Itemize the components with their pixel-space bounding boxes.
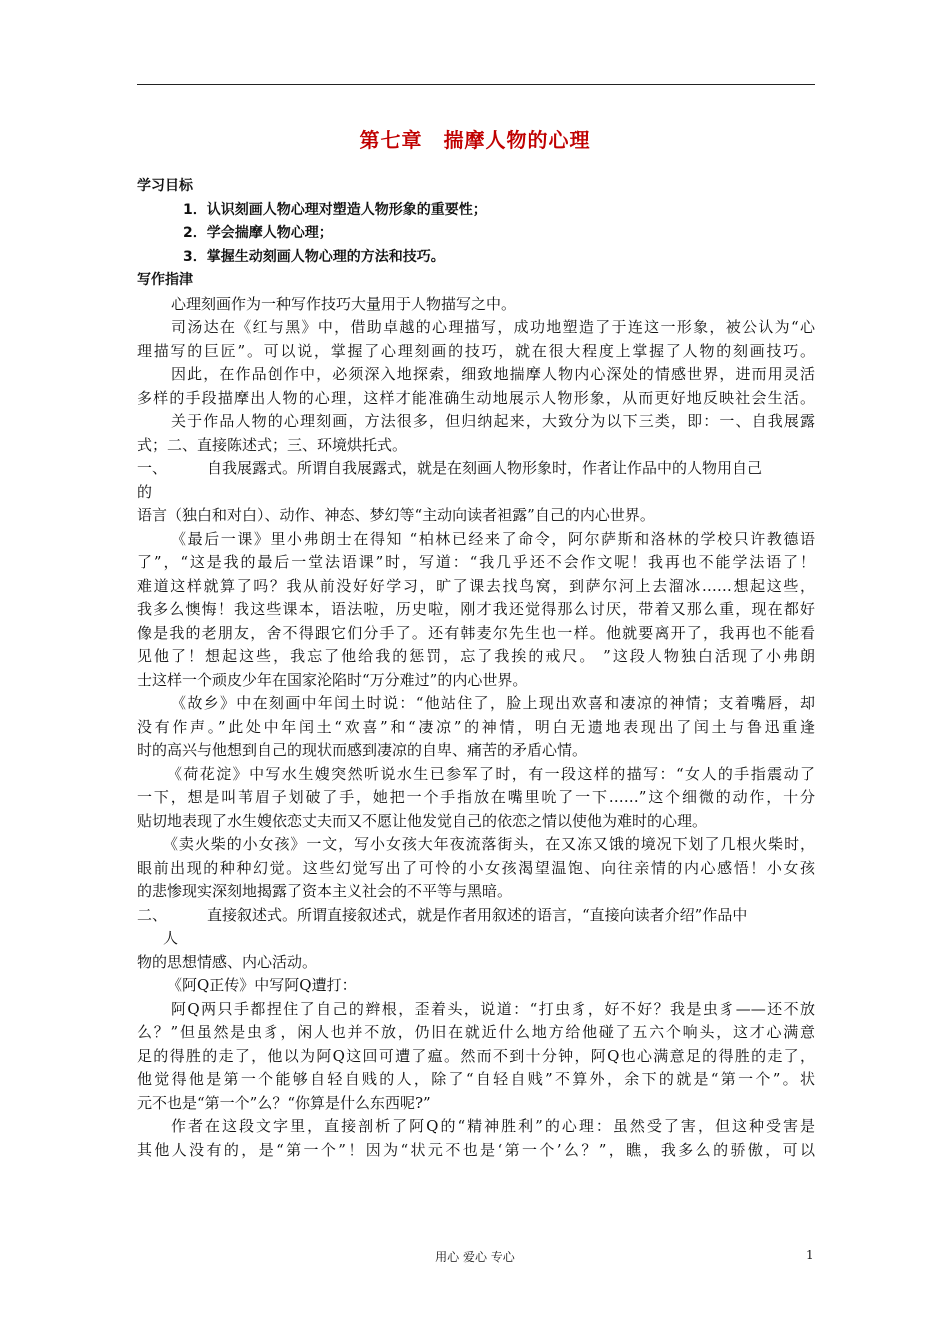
section-number: 一、 xyxy=(137,459,168,477)
goals-heading: 学习目标 xyxy=(137,178,193,194)
goal-item: 3．掌握生动刻画人物心理的方法和技巧。 xyxy=(183,248,445,265)
section-heading-text: 自我展露式。所谓自我展露式，就是在刻画人物形象时，作者让作品中的人物用自己 xyxy=(207,459,763,477)
paragraph-line: 难道这样就算了吗？我从前没好好学习，旷了课去找鸟窝，到萨尔河上去溜冰……想起这些， xyxy=(137,576,815,595)
section-heading-line xyxy=(137,904,815,928)
paragraph-line: 关于作品人物的心理刻画，方法很多，但归纳起来，大致分为以下三类，即：一、自我展露 xyxy=(171,412,815,430)
paragraph-line: 司汤达在《红与黑》中，借助卓越的心理描写，成功地塑造了于连这一形象，被公认为“心 xyxy=(171,318,815,336)
paragraph-line: 贴切地表现了水生嫂依恋丈夫而又不愿让他发觉自己的依恋之情以使他为难时的心理。 xyxy=(137,811,708,830)
page-footer xyxy=(0,1248,950,1268)
guide-heading: 写作指津 xyxy=(137,272,193,288)
paragraph-line: 《故乡》中在刻画中年闰土时说：“他站住了，脸上现出欢喜和凄凉的神情；支着嘴唇，却 xyxy=(171,694,815,712)
paragraph-line: 多样的手段描摩出人物的心理，这样才能准确生动地展示人物形象，从而更好地反映社会生活。 xyxy=(137,388,815,407)
paragraph-line: 时的高兴与他想到自己的现状而感到凄凉的自卑、痛苦的矛盾心情。 xyxy=(137,741,588,759)
document-body xyxy=(137,175,815,1162)
paragraph-line: 《最后一课》里小弗朗士在得知 “柏林已经来了命令，阿尔萨斯和洛林的学校只许教德语 xyxy=(171,529,815,548)
paragraph-line: 了”，“这是我的最后一堂法语课”时，写道：“我几乎还不会作文呢！我再也不能学法语了！ xyxy=(137,553,815,571)
paragraph-line: 《卖火柴的小女孩》一文，写小女孩大年夜流落街头，在又冻又饿的境况下划了几根火柴时， xyxy=(163,835,815,853)
paragraph-line: 心理刻画作为一种写作技巧大量用于人物描写之中。 xyxy=(171,294,517,313)
section-heading-text: 直接叙述式。所谓直接叙述式，就是作者用叙述的语言，“直接向读者介绍”作品中 xyxy=(207,905,748,924)
paragraph-line: 元不也是“第一个”么？“你算是什么东西呢?” xyxy=(137,1093,431,1112)
section-heading-line xyxy=(137,457,815,481)
paragraph-line: 足的得胜的走了，他以为阿Q这回可遭了瘟。然而不到十分钟，阿Q也心满意足的得胜的走了， xyxy=(137,1046,815,1065)
paragraph-line: 一下，想是叫苇眉子划破了手，她把一个手指放在嘴里吮了一下……”这个细微的动作，十分 xyxy=(137,788,815,806)
goal-item: 2．学会揣摩人物心理； xyxy=(183,225,333,241)
paragraph-line: 没有作声。”此处中年闰土“欢喜”和“凄凉”的神情，明白无遗地表现出了闰土与鲁迅重逢 xyxy=(137,717,815,736)
header-rule xyxy=(137,84,815,85)
footer-motto: 用心 爱心 专心 xyxy=(435,1250,515,1264)
paragraph-line: 士这样一个顽皮少年在国家沦陷时“万分难过”的内心世界。 xyxy=(137,670,528,689)
paragraph-line: 《阿Q正传》中写阿Q遭打： xyxy=(167,976,357,994)
paragraph-line: 语言（独白和对白）、动作、神态、梦幻等“主动向读者袒露”自己的内心世界。 xyxy=(137,506,655,524)
paragraph-line: 的悲惨现实深刻地揭露了资本主义社会的不平等与黑暗。 xyxy=(137,882,513,900)
section-number: 二、 xyxy=(137,905,168,924)
paragraph-line: 么？”但虽然是虫豸，闲人也并不放，仍旧在就近什么地方给他碰了五六个响头，这才心满意 xyxy=(137,1023,815,1041)
goal-item: 1．认识刻画人物心理对塑造人物形象的重要性； xyxy=(183,201,487,218)
paragraph-line: 式；二、直接陈述式；三、环境烘托式。 xyxy=(137,435,408,454)
paragraph-line: 他觉得他是第一个能够自轻自贱的人，除了“自轻自贱”不算外，余下的就是“第一个”。状 xyxy=(137,1070,815,1088)
chapter-title: 第七章 揣摩人物的心理 xyxy=(359,128,591,152)
paragraph-line: 人 xyxy=(163,929,179,947)
page-number: 1 xyxy=(806,1248,814,1262)
paragraph-line: 眼前出现的种种幻觉。这些幻觉写出了可怜的小女孩渴望温饱、向往亲情的内心感悟！小女孩 xyxy=(137,858,815,877)
paragraph-line: 作者在这段文字里，直接剖析了阿Q的“精神胜利”的心理：虽然受了害，但这种受害是 xyxy=(171,1117,815,1135)
paragraph-line: 我多么懊悔！我这些课本，语法啦，历史啦，刚才我还觉得那么讨厌，带着又那么重，现在都好 xyxy=(137,600,815,618)
paragraph-line: 的 xyxy=(137,482,153,501)
paragraph-line: 见他了！想起这些，我忘了他给我的惩罚，忘了我挨的戒尺。 ”这段人物独白活现了小弗朗 xyxy=(137,647,815,665)
paragraph-line: 理描写的巨匠”。可以说，掌握了心理刻画的技巧，就在很大程度上掌握了人物的刻画技巧。 xyxy=(137,341,815,360)
paragraph-line: 物的思想情感、内心活动。 xyxy=(137,952,318,971)
paragraph-line: 阿Q两只手都捏住了自己的辫根，歪着头，说道：“打虫豸，好不好？我是虫豸——还不放 xyxy=(171,999,815,1018)
paragraph-line: 《荷花淀》中写水生嫂突然听说水生已参军了时，有一段这样的描写：“女人的手指震动了 xyxy=(167,764,815,783)
paragraph-line: 因此，在作品创作中，必须深入地探索，细致地揣摩人物内心深处的情感世界，进而用灵活 xyxy=(171,365,815,383)
paragraph-line: 像是我的老朋友，舍不得跟它们分手了。还有韩麦尔先生也一样。他就要离开了，我再也不能看 xyxy=(137,623,815,642)
paragraph-line: 其他人没有的，是“第一个”！因为“状元不也是‘第一个’么？”，瞧，我多么的骄傲，可以 xyxy=(137,1140,815,1159)
